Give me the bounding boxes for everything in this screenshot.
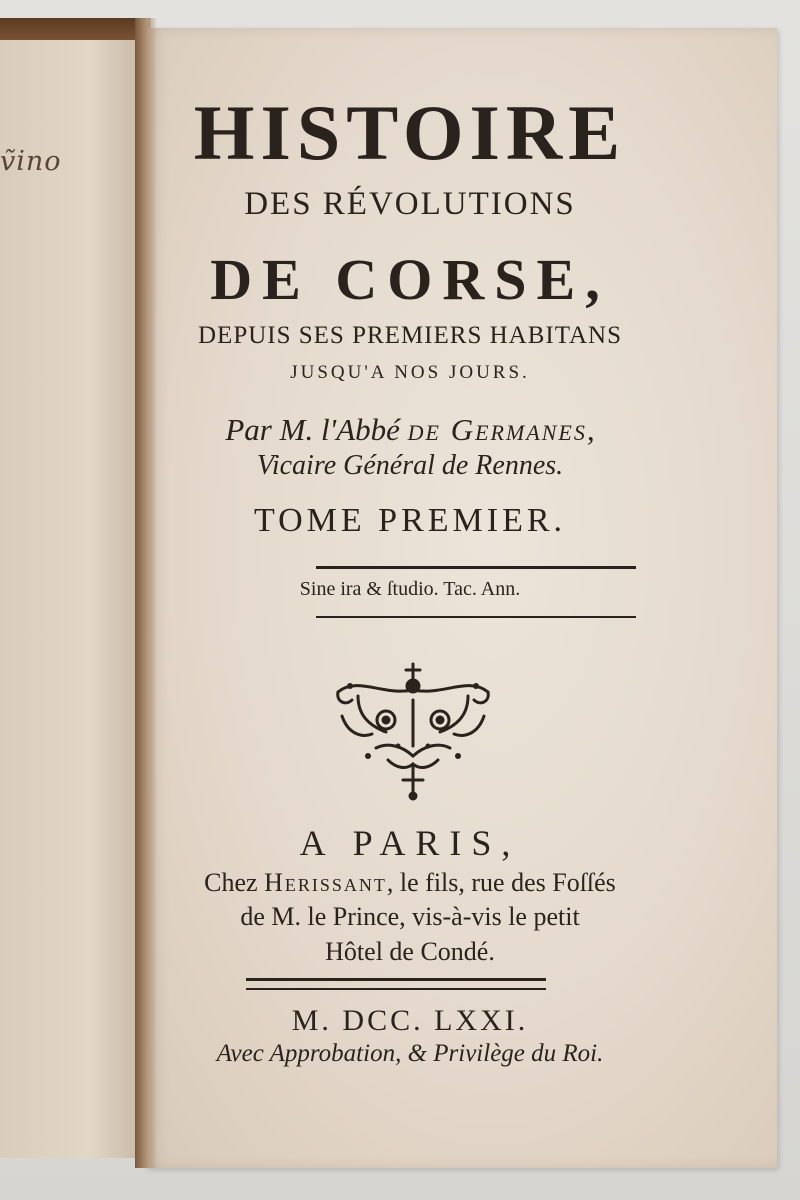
double-rule (246, 978, 546, 990)
rule-bottom (316, 616, 636, 618)
volume-label: TOME PREMIER. (253, 502, 567, 539)
privilege-line: Avec Approbation, & Privilège du Roi. (216, 1040, 604, 1067)
title-line-4: DEPUIS SES PREMIERS HABITANS (198, 322, 622, 349)
title-main: HISTOIRE (193, 89, 627, 176)
imprint-address-2: de M. le Prince, vis-à-vis le petit (240, 902, 580, 931)
title-line-5: JUSQU'A NOS JOURS. (290, 362, 530, 383)
author-line (150, 412, 670, 448)
publisher-suffix: , le fils, rue des Foſſés (386, 868, 616, 897)
imprint-address-3: Hôtel de Condé. (325, 937, 495, 966)
publisher-name: Herissant (264, 868, 387, 897)
author-position: Vicaire Général de Rennes. (256, 450, 564, 481)
imprint-publisher (150, 868, 670, 898)
handwritten-note: ṽino (0, 146, 62, 177)
epigraph: Sine ira & ſtudio. Tac. Ann. (299, 578, 521, 600)
rule-top (316, 566, 636, 569)
left-page (0, 18, 150, 1158)
binding-edge (0, 18, 150, 40)
author-prefix: Par M. l'Abbé (225, 412, 408, 447)
author-name: de Germanes (407, 412, 587, 447)
imprint-city: A PARIS, (299, 823, 521, 863)
publication-date: M. DCC. LXXI. (291, 1004, 529, 1037)
title-line-2: DES RÉVOLUTIONS (244, 186, 576, 222)
publisher-prefix: Chez (204, 868, 265, 897)
fleuron-ornament-icon (328, 656, 498, 806)
title-line-3: DE CORSE, (210, 247, 610, 312)
author-suffix: , (586, 412, 595, 447)
